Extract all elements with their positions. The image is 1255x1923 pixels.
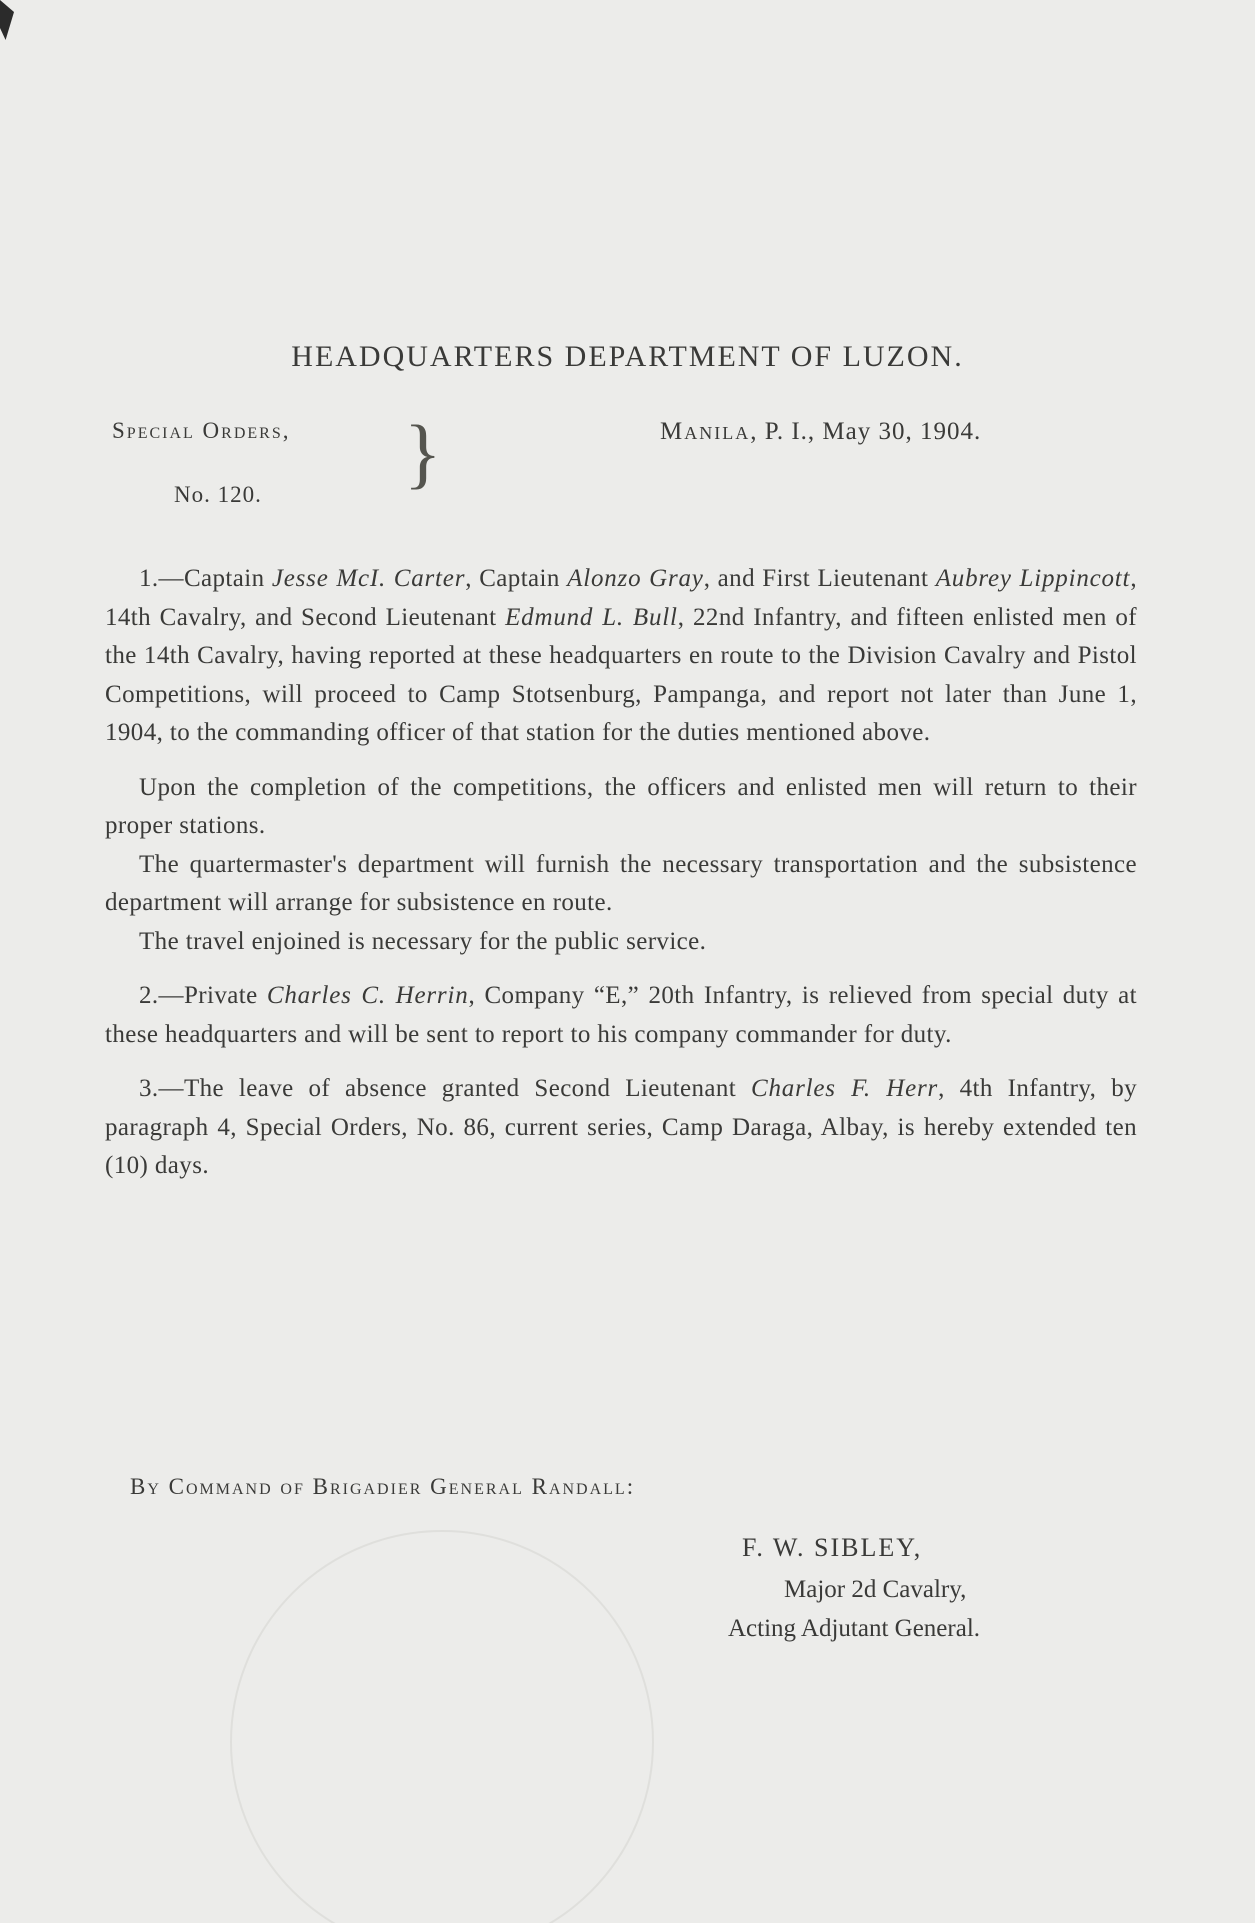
corner-mark bbox=[0, 0, 14, 40]
paragraph-1-transport: The quartermaster's department will furnish the necessary transportation and the subsistence department will arrange for subsistence en route. bbox=[105, 850, 1137, 916]
para3-text-b: , 4th Infantry, by paragraph 4, Special Orders, No. 86, current series, Camp Daraga, Albay, is hereby extended ten (10) days. bbox=[105, 1075, 1138, 1179]
paragraph-1-return: Upon the completion of the competitions, the officers and enlisted men will return to their proper stations. bbox=[105, 773, 1137, 839]
place-name: Manila bbox=[660, 418, 751, 445]
para1-text-d: , 14th Cavalry, and Second Lieutenant bbox=[105, 565, 1137, 631]
paragraph-3 bbox=[105, 1070, 1137, 1186]
person-name: Aubrey Lippincott bbox=[935, 565, 1131, 592]
para2-text-a: 2.—Private bbox=[139, 982, 267, 1009]
person-name: Charles F. Herr bbox=[751, 1075, 939, 1102]
signer-title: Acting Adjutant General. bbox=[728, 1615, 981, 1642]
place-date bbox=[660, 418, 981, 446]
para1-text-e: , 22nd Infantry, and fifteen enlisted men of the 14th Cavalry, having reported at these headquarters en route to the Division Cavalry and Pistol Competitions, will proceed to Camp Stotsenburg, Pampanga, and report not later than June 1, 1904, to the commanding officer of that station for the duties mentioned above. bbox=[105, 603, 1137, 746]
person-name: Alonzo Gray bbox=[567, 565, 704, 592]
paragraph-2 bbox=[105, 977, 1137, 1054]
command-line: By Command of Brigadier General Randall: bbox=[130, 1474, 636, 1499]
person-name: Charles C. Herrin bbox=[266, 982, 469, 1009]
paragraph-1-travel: The travel enjoined is necessary for the public service. bbox=[139, 927, 707, 955]
date-text: , P. I., May 30, 1904. bbox=[750, 418, 982, 445]
special-orders-label: Special Orders, bbox=[112, 418, 291, 443]
order-body bbox=[105, 560, 1137, 1186]
faint-seal-impression bbox=[230, 1530, 654, 1923]
para2-text-b: , Company “E,” 20th Infantry, is relieved from special duty at these headquarters and will be sent to report to his company commander for duty. bbox=[105, 982, 1137, 1048]
person-name: Jesse McI. Carter bbox=[271, 565, 466, 592]
para1-text-c: , and First Lieutenant bbox=[703, 565, 936, 592]
person-name: Edmund L. Bull bbox=[505, 603, 678, 631]
para1-text-b: , Captain bbox=[465, 565, 568, 592]
document-heading: HEADQUARTERS DEPARTMENT OF LUZON. bbox=[291, 340, 964, 373]
para1-text-a: 1.—Captain bbox=[139, 565, 272, 592]
signer-rank: Major 2d Cavalry, bbox=[784, 1576, 967, 1603]
special-orders-number: No. 120. bbox=[174, 482, 262, 507]
paragraph-1 bbox=[105, 560, 1137, 753]
signer-name: F. W. SIBLEY, bbox=[742, 1533, 923, 1562]
para3-text-a: 3.—The leave of absence granted Second Lieutenant bbox=[139, 1075, 752, 1102]
brace-mark: } bbox=[404, 409, 442, 496]
